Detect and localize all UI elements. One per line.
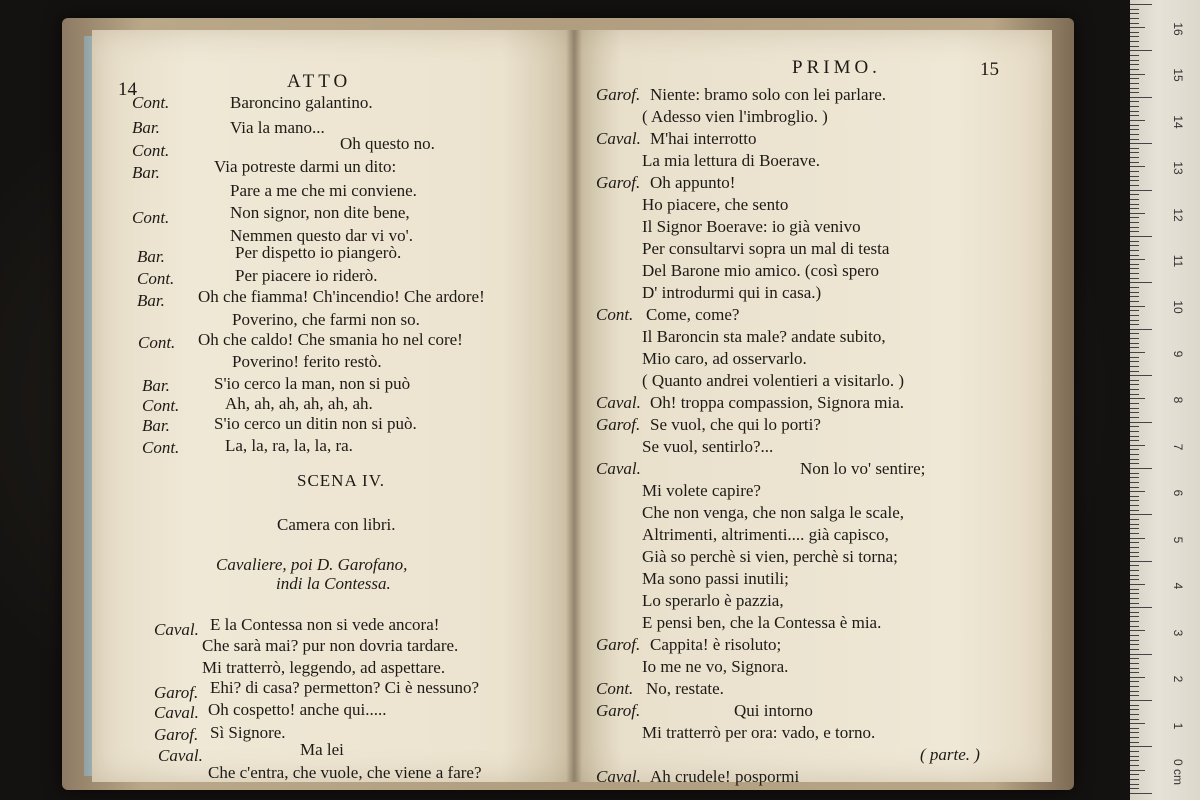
speaker-label: Garof. (596, 635, 641, 654)
ruler-tick (1130, 148, 1139, 149)
measuring-ruler (1130, 0, 1200, 800)
verse-line: Lo sperarlo è pazzia, (642, 591, 784, 610)
ruler-tick (1130, 779, 1139, 780)
ruler-tick (1130, 700, 1152, 701)
ruler-label: 1 (1171, 722, 1185, 730)
speaker-label: Cont. (596, 679, 634, 698)
ruler-tick (1130, 157, 1139, 158)
verse-line: Ehi? di casa? permetton? Ci è nessuno? (210, 678, 480, 697)
speaker-label: Caval. (596, 129, 641, 148)
ruler-tick (1130, 524, 1139, 525)
ruler-tick (1130, 264, 1139, 265)
ruler-tick (1130, 101, 1139, 102)
verse-line: D' introdurmi qui in casa.) (642, 283, 822, 302)
speaker-label: Garof. (596, 85, 641, 104)
ruler-tick (1130, 46, 1139, 47)
ruler-tick (1130, 347, 1139, 348)
verse-line: Baroncino galantino. (230, 93, 373, 112)
ruler-tick (1130, 542, 1139, 543)
verse-line: Il Signor Boerave: io già venivo (642, 217, 861, 236)
ruler-tick (1130, 487, 1139, 488)
speaker-label: Bar. (142, 416, 170, 435)
ruler-tick (1130, 306, 1145, 307)
ruler-tick (1130, 538, 1145, 539)
ruler-tick (1130, 788, 1139, 789)
ruler-tick (1130, 315, 1139, 316)
speaker-label: Cont. (137, 269, 175, 288)
ruler-tick (1130, 491, 1145, 492)
ruler-tick (1130, 584, 1145, 585)
ruler-tick (1130, 273, 1139, 274)
ruler-tick (1130, 255, 1139, 256)
ruler-tick (1130, 162, 1139, 163)
speaker-label: Caval. (596, 767, 641, 786)
ruler-tick (1130, 139, 1139, 140)
verse-line: Cappita! è risoluto; (650, 635, 782, 654)
ruler-label: 7 (1171, 443, 1185, 451)
verse-line: Del Barone mio amico. (così spero (642, 261, 879, 280)
ruler-tick (1130, 774, 1139, 775)
ruler-label: 16 (1171, 22, 1185, 36)
ruler-tick (1130, 612, 1139, 613)
ruler-tick (1130, 36, 1139, 37)
ruler-tick (1130, 654, 1152, 655)
ruler-tick (1130, 245, 1139, 246)
verse-line: Oh che caldo! Che smania ho nel core! (198, 330, 463, 349)
ruler-tick (1130, 259, 1145, 260)
ruler-tick (1130, 106, 1139, 107)
ruler-tick (1130, 705, 1139, 706)
ruler-tick (1130, 672, 1139, 673)
ruler-tick (1130, 78, 1139, 79)
ruler-tick (1130, 23, 1139, 24)
speaker-label: Bar. (137, 247, 165, 266)
speaker-label: Bar. (142, 376, 170, 395)
ruler-tick (1130, 115, 1139, 116)
speaker-label: Caval. (154, 703, 199, 722)
ruler-tick (1130, 366, 1139, 367)
ruler-tick (1130, 561, 1152, 562)
ruler-tick (1130, 723, 1145, 724)
verse-line: Che c'entra, che vuole, che viene a fare? (208, 763, 482, 782)
ruler-tick (1130, 728, 1139, 729)
verse-line: Ma lei (300, 740, 344, 759)
ruler-tick (1130, 412, 1139, 413)
book-gutter (566, 30, 582, 782)
ruler-tick (1130, 621, 1139, 622)
ruler-label: 14 (1171, 115, 1185, 129)
verse-line: Non lo vo' sentire; (800, 459, 926, 478)
ruler-tick (1130, 695, 1139, 696)
ruler-tick (1130, 278, 1139, 279)
ruler-tick (1130, 92, 1139, 93)
ruler-tick (1130, 440, 1139, 441)
ruler-tick (1130, 324, 1139, 325)
ruler-tick (1130, 719, 1139, 720)
ruler-tick (1130, 445, 1145, 446)
ruler-tick (1130, 742, 1139, 743)
scene-title: SCENA IV. (297, 471, 386, 490)
ruler-label: 0 cm (1171, 758, 1185, 785)
ruler-tick (1130, 125, 1139, 126)
ruler-tick (1130, 129, 1139, 130)
ruler-tick (1130, 686, 1139, 687)
ruler-tick (1130, 751, 1139, 752)
ruler-tick (1130, 357, 1139, 358)
verse-line: Per piacere io riderò. (235, 266, 378, 285)
ruler-tick (1130, 663, 1139, 664)
ruler-tick (1130, 134, 1139, 135)
verse-line: Se vuol, sentirlo?... (642, 437, 774, 456)
ruler-tick (1130, 199, 1139, 200)
verse-line: ( Adesso vien l'imbroglio. ) (642, 107, 828, 126)
ruler-tick (1130, 658, 1139, 659)
verse-line: Qui intorno (734, 701, 813, 720)
ruler-tick (1130, 268, 1139, 269)
speaker-label: Garof. (596, 173, 641, 192)
ruler-tick (1130, 250, 1139, 251)
ruler-tick (1130, 217, 1139, 218)
speaker-label: Bar. (132, 163, 160, 182)
ruler-tick (1130, 83, 1139, 84)
ruler-tick (1130, 227, 1139, 228)
verse-line: Nemmen questo dar vi vo'. (230, 226, 413, 245)
verse-line: S'io cerco la man, non si può (214, 374, 411, 393)
verse-line: Altrimenti, altrimenti.... già capisco, (642, 525, 889, 544)
ruler-tick (1130, 649, 1139, 650)
verse-line: Oh cospetto! anche qui..... (208, 700, 387, 719)
ruler-tick (1130, 320, 1139, 321)
page-number: 15 (980, 59, 999, 80)
ruler-tick (1130, 681, 1139, 682)
ruler-tick (1130, 185, 1139, 186)
ruler-tick (1130, 329, 1152, 330)
ruler-tick (1130, 50, 1152, 51)
verse-line: Sì Signore. (210, 723, 286, 742)
verse-line: ( Quanto andrei volentieri a visitarlo. ) (642, 371, 904, 390)
ruler-tick (1130, 231, 1139, 232)
running-header: PRIMO. (792, 57, 881, 78)
verse-line: No, restate. (646, 679, 724, 698)
ruler-tick (1130, 180, 1139, 181)
ruler-tick (1130, 598, 1139, 599)
ruler-tick (1130, 417, 1139, 418)
ruler-tick (1130, 18, 1139, 19)
ruler-tick (1130, 556, 1139, 557)
ruler-tick (1130, 236, 1152, 237)
ruler-tick (1130, 88, 1139, 89)
ruler-tick (1130, 528, 1139, 529)
ruler-tick (1130, 55, 1139, 56)
verse-line: Per dispetto io piangerò. (235, 243, 402, 262)
ruler-tick (1130, 454, 1139, 455)
ruler-tick (1130, 436, 1139, 437)
ruler-tick (1130, 565, 1139, 566)
ruler-tick (1130, 69, 1139, 70)
ruler-tick (1130, 222, 1139, 223)
ruler-tick (1130, 514, 1152, 515)
ruler-tick (1130, 635, 1139, 636)
verse-line: La, la, ra, la, la, ra. (225, 436, 353, 455)
ruler-tick (1130, 4, 1152, 5)
ruler-tick (1130, 770, 1145, 771)
ruler-tick (1130, 677, 1145, 678)
verse-line: Per consultarvi sopra un mal di testa (642, 239, 890, 258)
ruler-tick (1130, 579, 1139, 580)
ruler-tick (1130, 338, 1139, 339)
verse-line: Come, come? (646, 305, 740, 324)
verse-line: Ah, ah, ah, ah, ah, ah. (225, 394, 373, 413)
ruler-tick (1130, 746, 1152, 747)
ruler-tick (1130, 732, 1139, 733)
speaker-label: Bar. (132, 118, 160, 137)
ruler-tick (1130, 784, 1139, 785)
ruler-tick (1130, 426, 1139, 427)
ruler-label: 11 (1171, 254, 1185, 268)
ruler-tick (1130, 505, 1139, 506)
speaker-label: Garof. (154, 683, 199, 702)
ruler-label: 4 (1171, 582, 1185, 590)
verse-line: Via la mano... (230, 118, 325, 137)
ruler-label: 3 (1171, 629, 1185, 637)
ruler-tick (1130, 644, 1139, 645)
verse-line: Oh che fiamma! Ch'incendio! Che ardore! (198, 287, 485, 306)
ruler-tick (1130, 371, 1139, 372)
verse-line: Che sarà mai? pur non dovria tardare. (202, 636, 459, 655)
verse-line: Mi volete capire? (642, 481, 761, 500)
ruler-tick (1130, 282, 1152, 283)
verse-line: Pare a me che mi conviene. (230, 181, 417, 200)
ruler-label: 2 (1171, 675, 1185, 683)
ruler-tick (1130, 408, 1139, 409)
ruler-tick (1130, 171, 1139, 172)
ruler-tick (1130, 41, 1139, 42)
ruler-label: 6 (1171, 489, 1185, 497)
right-page (574, 30, 1052, 786)
ruler-tick (1130, 74, 1145, 75)
verse-line: Ho piacere, che sento (642, 195, 789, 214)
ruler-tick (1130, 190, 1152, 191)
ruler-tick (1130, 482, 1139, 483)
ruler-tick (1130, 630, 1145, 631)
speaker-label: Cont. (142, 396, 180, 415)
ruler-tick (1130, 176, 1139, 177)
ruler-tick (1130, 380, 1139, 381)
ruler-label: 5 (1171, 536, 1185, 544)
verse-line: Mi tratterrò, leggendo, ad aspettare. (202, 658, 446, 677)
ruler-tick (1130, 533, 1139, 534)
ruler-tick (1130, 97, 1152, 98)
speaker-label: Cont. (596, 305, 634, 324)
ruler-tick (1130, 9, 1139, 10)
ruler-tick (1130, 519, 1139, 520)
speaker-label: Caval. (596, 393, 641, 412)
verse-line: E pensi ben, che la Contessa è mia. (642, 613, 882, 632)
ruler-tick (1130, 547, 1139, 548)
ruler-tick (1130, 709, 1139, 710)
verse-line: La mia lettura di Boerave. (642, 151, 820, 170)
ruler-tick (1130, 422, 1152, 423)
ruler-tick (1130, 473, 1139, 474)
ruler-label: 8 (1171, 396, 1185, 404)
scene-setting: Camera con libri. (277, 515, 396, 534)
ruler-tick (1130, 166, 1145, 167)
ruler-tick (1130, 64, 1139, 65)
ruler-tick (1130, 208, 1139, 209)
verse-line: Via potreste darmi un dito: (214, 157, 397, 176)
ruler-tick (1130, 204, 1139, 205)
ruler-tick (1130, 477, 1139, 478)
verse-line: Ah crudele! pospormi (650, 767, 800, 786)
ruler-label: 10 (1171, 300, 1185, 314)
ruler-tick (1130, 398, 1145, 399)
ruler-tick (1130, 593, 1139, 594)
ruler-tick (1130, 152, 1139, 153)
speaker-label: Caval. (596, 459, 641, 478)
ruler-tick (1130, 143, 1152, 144)
speaker-label: Cont. (132, 208, 170, 227)
ruler-tick (1130, 27, 1145, 28)
ruler-tick (1130, 691, 1139, 692)
ruler-tick (1130, 760, 1139, 761)
verse-line: Mi tratterrò per ora: vado, e torno. (642, 723, 876, 742)
ruler-tick (1130, 607, 1152, 608)
stage-direction: ( parte. ) (920, 745, 980, 764)
ruler-tick (1130, 213, 1145, 214)
speaker-label: Garof. (596, 415, 641, 434)
ruler-tick (1130, 552, 1139, 553)
verse-line: Oh questo no. (340, 134, 435, 153)
speaker-label: Cont. (138, 333, 176, 352)
ruler-tick (1130, 714, 1139, 715)
ruler-tick (1130, 668, 1139, 669)
verse-line: S'io cerco un ditin non si può. (214, 414, 417, 433)
scene-characters: Cavaliere, poi D. Garofano, (216, 555, 408, 574)
ruler-tick (1130, 384, 1139, 385)
speaker-label: Cont. (132, 93, 170, 112)
verse-line: Già so perchè si vien, perchè si torna; (642, 547, 898, 566)
speaker-label: Caval. (158, 746, 203, 765)
verse-line: Oh appunto! (650, 173, 736, 192)
verse-line: Che non venga, che non salga le scale, (642, 503, 904, 522)
ruler-tick (1130, 13, 1139, 14)
verse-line: Il Baroncin sta male? andate subito, (642, 327, 886, 346)
left-page (92, 30, 574, 782)
ruler-tick (1130, 194, 1139, 195)
ruler-tick (1130, 403, 1139, 404)
ruler-tick (1130, 343, 1139, 344)
speaker-label: Bar. (137, 291, 165, 310)
ruler-tick (1130, 500, 1139, 501)
speaker-label: Cont. (142, 438, 180, 457)
ruler-tick (1130, 431, 1139, 432)
verse-line: Poverino! ferito restò. (232, 352, 382, 371)
verse-line: M'hai interrotto (650, 129, 757, 148)
ruler-tick (1130, 459, 1139, 460)
ruler-tick (1130, 352, 1145, 353)
verse-line: Oh! troppa compassion, Signora mia. (650, 393, 905, 412)
ruler-tick (1130, 616, 1139, 617)
scene-characters: indi la Contessa. (276, 574, 391, 593)
ruler-tick (1130, 640, 1139, 641)
speaker-label: Caval. (154, 620, 199, 639)
ruler-tick (1130, 756, 1139, 757)
ruler-tick (1130, 394, 1139, 395)
verse-line: Niente: bramo solo con lei parlare. (650, 85, 887, 104)
ruler-tick (1130, 361, 1139, 362)
verse-line: E la Contessa non si vede ancora! (210, 615, 440, 634)
ruler-tick (1130, 449, 1139, 450)
ruler-tick (1130, 570, 1139, 571)
ruler-tick (1130, 111, 1139, 112)
verse-line: Mio caro, ad osservarlo. (642, 349, 807, 368)
ruler-tick (1130, 301, 1139, 302)
ruler-tick (1130, 120, 1145, 121)
ruler-tick (1130, 296, 1139, 297)
speaker-label: Garof. (596, 701, 641, 720)
ruler-tick (1130, 575, 1139, 576)
ruler-tick (1130, 463, 1139, 464)
running-header: ATTO (287, 71, 352, 92)
ruler-tick (1130, 496, 1139, 497)
ruler-label: 9 (1171, 350, 1185, 358)
ruler-tick (1130, 626, 1139, 627)
ruler-tick (1130, 737, 1139, 738)
ruler-tick (1130, 389, 1139, 390)
ruler-tick (1130, 310, 1139, 311)
verse-line: Se vuol, che qui lo porti? (650, 415, 821, 434)
ruler-tick (1130, 510, 1139, 511)
verse-line: Non signor, non dite bene, (230, 203, 410, 222)
speaker-label: Garof. (154, 725, 199, 744)
ruler-label: 12 (1171, 208, 1185, 222)
verse-line: Poverino, che farmi non so. (232, 310, 420, 329)
verse-line: Io me ne vo, Signora. (642, 657, 789, 676)
ruler-label: 13 (1171, 161, 1185, 175)
ruler-tick (1130, 793, 1152, 794)
page-number: 14 (118, 79, 137, 100)
ruler-tick (1130, 60, 1139, 61)
speaker-label: Cont. (132, 141, 170, 160)
ruler-tick (1130, 32, 1139, 33)
ruler-tick (1130, 589, 1139, 590)
ruler-tick (1130, 333, 1139, 334)
ruler-tick (1130, 375, 1152, 376)
ruler-tick (1130, 468, 1152, 469)
ruler-tick (1130, 603, 1139, 604)
ruler-label: 15 (1171, 68, 1185, 82)
ruler-tick (1130, 292, 1139, 293)
verse-line: Ma sono passi inutili; (642, 569, 789, 588)
ruler-tick (1130, 241, 1139, 242)
ruler-tick (1130, 287, 1139, 288)
ruler-tick (1130, 765, 1139, 766)
